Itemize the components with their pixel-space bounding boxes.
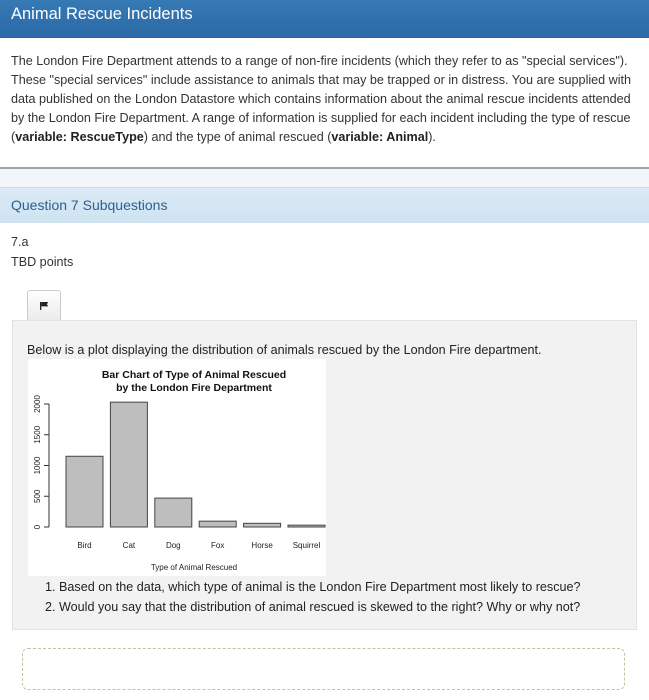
- bar-horse: [244, 523, 281, 527]
- x-tick-label: Squirrel: [292, 541, 321, 550]
- y-tick-label: 500: [33, 489, 42, 503]
- y-tick-label: 1500: [33, 425, 42, 444]
- y-tick-label: 1000: [33, 456, 42, 475]
- bar-fox: [199, 521, 236, 527]
- bar-cat: [110, 402, 147, 527]
- flag-icon: [28, 291, 62, 321]
- answer-input[interactable]: [22, 648, 625, 690]
- bar-squirrel: [288, 525, 325, 527]
- question-title: Question 7 Subquestions: [11, 197, 168, 213]
- chart-title: Bar Chart of Type of Animal Rescued: [101, 369, 287, 381]
- bar-dog: [155, 498, 192, 527]
- intro-variable-animal: variable: Animal: [331, 130, 429, 144]
- bar-chart: [28, 359, 326, 576]
- question-panel: [12, 320, 637, 630]
- question-bar: [0, 187, 649, 223]
- x-tick-label: Horse: [251, 541, 273, 550]
- spacer-band: [0, 169, 649, 187]
- chart-title: by the London Fire Department: [116, 382, 272, 394]
- intro-text: ).: [428, 130, 436, 144]
- question-item: 1. Based on the data, which type of animal is the London Fire Department most likely to rescue?: [45, 580, 581, 594]
- subquestion-points: TBD points: [11, 255, 74, 269]
- x-tick-label: Bird: [77, 541, 92, 550]
- intro-variable-rescuetype: variable: RescueType: [15, 130, 144, 144]
- panel-lead-text: Below is a plot displaying the distribution of animals rescued by the London Fire department.: [27, 343, 542, 357]
- x-tick-label: Fox: [211, 541, 225, 550]
- intro-paragraph: [11, 52, 636, 147]
- x-tick-label: Cat: [122, 541, 136, 550]
- x-axis-label: Type of Animal Rescued: [150, 563, 238, 572]
- y-tick-label: 2000: [33, 395, 42, 413]
- subquestion-number: 7.a: [11, 235, 29, 249]
- page-header: [0, 0, 649, 38]
- flag-button[interactable]: [27, 290, 61, 320]
- x-tick-label: Dog: [165, 541, 181, 550]
- page-title: Animal Rescue Incidents: [11, 5, 193, 23]
- question-item: 2. Would you say that the distribution of animal rescued is skewed to the right? Why or why not?: [45, 600, 581, 614]
- intro-text: The London Fire Department attends to a range of non-fire incidents (which they refer to as "special services"). These "special services" include assistance to animals that may be trapped or in distress. You are supplied with data published on the London Datastore which contains information about the animal rescue incidents attended by the London Fire Department. A range of information is supplied for each incident including the type of rescue (: [11, 54, 632, 144]
- bar-chart-image: [28, 359, 326, 576]
- bar-bird: [66, 456, 103, 527]
- question-list: [45, 577, 581, 617]
- intro-text: ) and the type of animal rescued (: [143, 130, 332, 144]
- y-tick-label: 0: [33, 524, 42, 530]
